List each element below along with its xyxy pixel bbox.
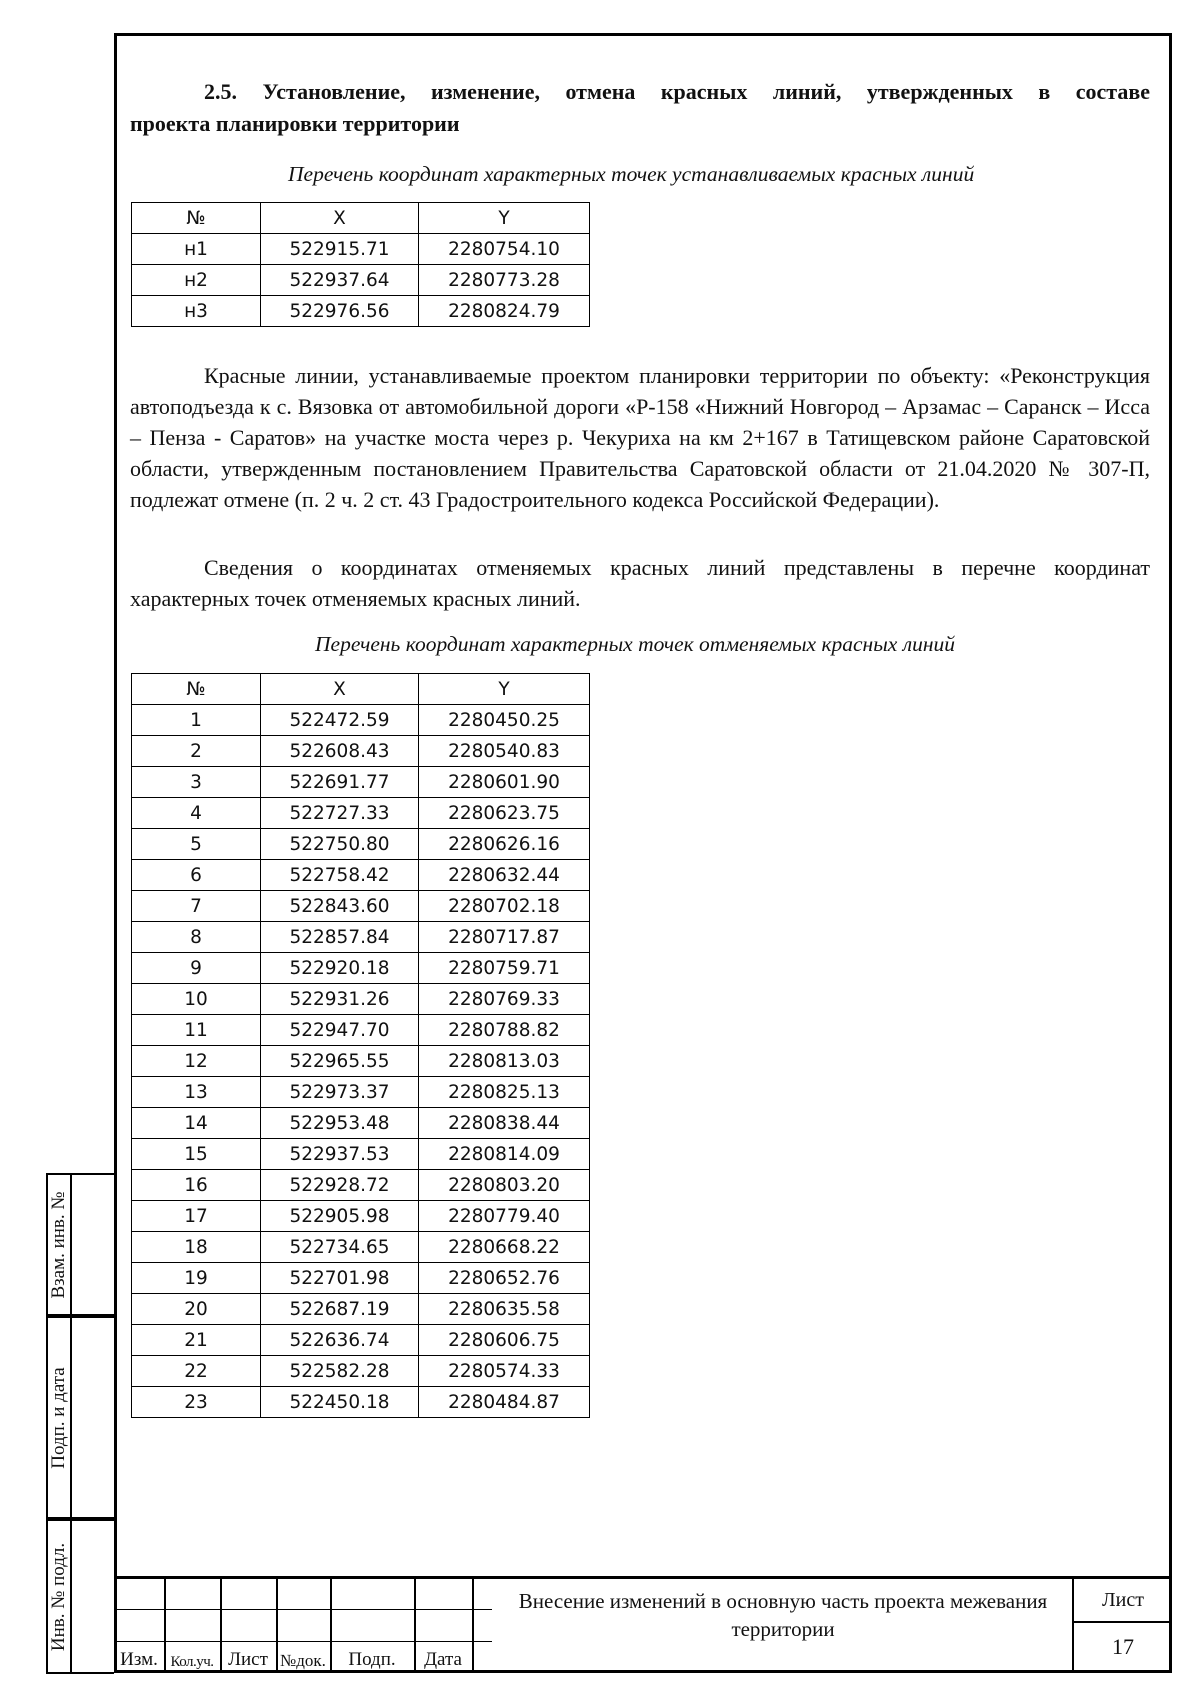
side-stamp-vzam — [46, 1173, 114, 1316]
cell-x: 522905.98 — [261, 1201, 419, 1232]
cell-x: 522701.98 — [261, 1263, 419, 1294]
cell-x: 522843.60 — [261, 891, 419, 922]
table-header-row — [132, 203, 590, 234]
cell-number: 14 — [132, 1108, 261, 1139]
cell-y: 2280626.16 — [419, 829, 590, 860]
cell-x: 522472.59 — [261, 705, 419, 736]
table-row — [132, 1325, 590, 1356]
table-row — [132, 705, 590, 736]
cell-number: 15 — [132, 1139, 261, 1170]
cell-number: 13 — [132, 1077, 261, 1108]
col-y-header: Y — [419, 203, 590, 234]
cell-number: 8 — [132, 922, 261, 953]
cell-number: 9 — [132, 953, 261, 984]
cell-number: 1 — [132, 705, 261, 736]
cell-y: 2280484.87 — [419, 1387, 590, 1418]
cell-number: н2 — [132, 265, 261, 296]
tb-col-koluch: Кол.уч. — [170, 1654, 214, 1670]
table-row — [132, 1015, 590, 1046]
cell-number: 7 — [132, 891, 261, 922]
table-row — [132, 234, 590, 265]
table-row — [132, 1077, 590, 1108]
cell-x: 522691.77 — [261, 767, 419, 798]
table-row — [132, 798, 590, 829]
cell-y: 2280838.44 — [419, 1108, 590, 1139]
cell-y: 2280825.13 — [419, 1077, 590, 1108]
cell-y: 2280540.83 — [419, 736, 590, 767]
cell-x: 522687.19 — [261, 1294, 419, 1325]
cell-x: 522928.72 — [261, 1170, 419, 1201]
col-number-header: № — [132, 674, 261, 705]
cell-y: 2280754.10 — [419, 234, 590, 265]
table-row — [132, 736, 590, 767]
cell-x: 522750.80 — [261, 829, 419, 860]
cell-number: 17 — [132, 1201, 261, 1232]
table-row — [132, 1356, 590, 1387]
section-heading — [130, 76, 1150, 140]
side-stamp-podp — [46, 1316, 114, 1519]
table-header-row — [132, 674, 590, 705]
table-row — [132, 265, 590, 296]
tb-col-list: Лист — [228, 1649, 268, 1670]
paragraph-cancel-lines: Красные линии, устанавливаемые проектом планировки территории по объекту: «Реконструкция автоподъезда к с. Вязовка от автомобильной дороги «Р-158 «Нижний Новгород – Арзамас – Саранск – Исса – Пенза - Саратов» на участке моста через р. Чекуриха на км 2+167 в Татищевском районе Саратовской области, утвержденным постановлением Правительства Саратовской области от 21.04.2020 № 307-П, подлежат отмене (п. 2 ч. 2 ст. 43 Градостроительного кодекса Российской Федерации). — [130, 363, 1150, 512]
cell-y: 2280824.79 — [419, 296, 590, 327]
cell-y: 2280668.22 — [419, 1232, 590, 1263]
cell-x: 522973.37 — [261, 1077, 419, 1108]
cell-number: н1 — [132, 234, 261, 265]
table-row — [132, 1232, 590, 1263]
cell-number: 22 — [132, 1356, 261, 1387]
cell-y: 2280574.33 — [419, 1356, 590, 1387]
cell-y: 2280813.03 — [419, 1046, 590, 1077]
col-x-header: X — [261, 203, 419, 234]
table-row — [132, 296, 590, 327]
cell-x: 522450.18 — [261, 1387, 419, 1418]
cell-number: 18 — [132, 1232, 261, 1263]
cell-number: 5 — [132, 829, 261, 860]
cell-y: 2280606.75 — [419, 1325, 590, 1356]
cell-number: 2 — [132, 736, 261, 767]
tb-col-ndok: №док. — [280, 1651, 326, 1670]
cell-y: 2280702.18 — [419, 891, 590, 922]
table-row — [132, 1139, 590, 1170]
tb-col-podp: Подп. — [348, 1649, 396, 1670]
sheet-label: Лист — [1102, 1589, 1144, 1611]
col-y-header: Y — [419, 674, 590, 705]
tb-col-data: Дата — [424, 1649, 462, 1670]
cell-y: 2280623.75 — [419, 798, 590, 829]
table-row — [132, 1108, 590, 1139]
cancelled-points-table — [131, 673, 590, 1418]
cell-x: 522953.48 — [261, 1108, 419, 1139]
cell-number: 21 — [132, 1325, 261, 1356]
table1-caption: Перечень координат характерных точек устанавливаемых красных линий — [288, 162, 975, 186]
title-block — [114, 1576, 1172, 1673]
cell-number: 4 — [132, 798, 261, 829]
side-stamp-inv — [46, 1519, 114, 1674]
side-label-vzam: Взам. инв. № — [48, 1190, 69, 1299]
cell-y: 2280779.40 — [419, 1201, 590, 1232]
cell-x: 522727.33 — [261, 798, 419, 829]
col-number-header: № — [132, 203, 261, 234]
cell-y: 2280450.25 — [419, 705, 590, 736]
established-points-table — [131, 202, 590, 327]
table-row — [132, 1170, 590, 1201]
table-row — [132, 1201, 590, 1232]
cell-x: 522937.53 — [261, 1139, 419, 1170]
cell-x: 522582.28 — [261, 1356, 419, 1387]
cell-y: 2280635.58 — [419, 1294, 590, 1325]
table-row — [132, 953, 590, 984]
cell-number: 10 — [132, 984, 261, 1015]
table-row — [132, 860, 590, 891]
cell-number: 19 — [132, 1263, 261, 1294]
cell-x: 522947.70 — [261, 1015, 419, 1046]
cell-number: н3 — [132, 296, 261, 327]
cell-number: 6 — [132, 860, 261, 891]
cell-x: 522636.74 — [261, 1325, 419, 1356]
tb-col-izm: Изм. — [120, 1649, 158, 1670]
table-row — [132, 1387, 590, 1418]
cell-x: 522915.71 — [261, 234, 419, 265]
document-title: Внесение изменений в основную часть проекта межевания территории — [518, 1589, 1048, 1641]
sheet-number: 17 — [1112, 1634, 1134, 1659]
cell-y: 2280769.33 — [419, 984, 590, 1015]
cell-y: 2280773.28 — [419, 265, 590, 296]
cell-y: 2280788.82 — [419, 1015, 590, 1046]
table-row — [132, 829, 590, 860]
cell-number: 11 — [132, 1015, 261, 1046]
cell-x: 522937.64 — [261, 265, 419, 296]
cell-number: 20 — [132, 1294, 261, 1325]
paragraph-info: Сведения о координатах отменяемых красных линий представлены в перечне координат характерных точек отменяемых красных линий. — [130, 555, 1150, 611]
side-label-podp: Подп. и дата — [48, 1366, 69, 1469]
cell-y: 2280717.87 — [419, 922, 590, 953]
cell-y: 2280652.76 — [419, 1263, 590, 1294]
col-x-header: X — [261, 674, 419, 705]
cell-y: 2280759.71 — [419, 953, 590, 984]
heading-line-2: проекта планировки территории — [130, 111, 460, 136]
side-label-inv: Инв. № подл. — [48, 1542, 69, 1651]
cell-number: 12 — [132, 1046, 261, 1077]
cell-x: 522857.84 — [261, 922, 419, 953]
table-row — [132, 984, 590, 1015]
cell-number: 3 — [132, 767, 261, 798]
cell-x: 522931.26 — [261, 984, 419, 1015]
cell-x: 522965.55 — [261, 1046, 419, 1077]
table2-caption: Перечень координат характерных точек отменяемых красных линий — [315, 632, 955, 656]
cell-y: 2280803.20 — [419, 1170, 590, 1201]
table-row — [132, 1294, 590, 1325]
cell-number: 16 — [132, 1170, 261, 1201]
cell-number: 23 — [132, 1387, 261, 1418]
table-row — [132, 1263, 590, 1294]
table-row — [132, 767, 590, 798]
table-row — [132, 891, 590, 922]
cell-x: 522734.65 — [261, 1232, 419, 1263]
cell-x: 522608.43 — [261, 736, 419, 767]
cell-y: 2280632.44 — [419, 860, 590, 891]
heading-line-1: 2.5. Установление, изменение, отмена красных линий, утвержденных в составе — [204, 79, 1150, 104]
table-row — [132, 922, 590, 953]
cell-x: 522758.42 — [261, 860, 419, 891]
cell-y: 2280814.09 — [419, 1139, 590, 1170]
cell-x: 522920.18 — [261, 953, 419, 984]
cell-y: 2280601.90 — [419, 767, 590, 798]
table-row — [132, 1046, 590, 1077]
cell-x: 522976.56 — [261, 296, 419, 327]
